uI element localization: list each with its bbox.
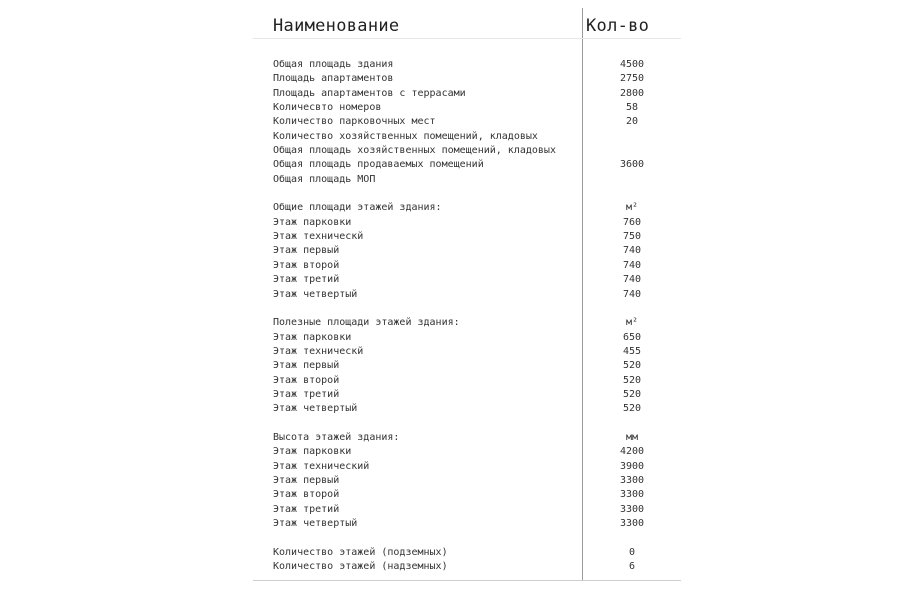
row-name: Этаж парковки	[273, 446, 352, 458]
row-qty: 4200	[619, 446, 645, 458]
table-row	[253, 244, 681, 258]
row-name: Этаж парковки	[273, 331, 352, 343]
row-qty: 3900	[619, 460, 645, 472]
row-name: Количество этажей (подземных)	[273, 546, 448, 558]
row-name: Этаж четвертый	[273, 288, 358, 300]
row-qty: 520	[622, 403, 642, 415]
table-row	[253, 87, 681, 101]
spec-table	[253, 8, 681, 581]
row-qty: 6	[628, 561, 636, 573]
column-header-qty: Кол-во	[586, 16, 650, 36]
row-name: Этаж четвертый	[273, 518, 358, 529]
table-row	[253, 517, 681, 531]
row-name: Этаж первый	[273, 360, 340, 372]
row-qty: 3300	[619, 518, 645, 529]
table-row	[253, 474, 681, 488]
row-qty: 750	[622, 231, 642, 243]
row-qty: м²	[625, 317, 639, 329]
row-name: Этаж четвертый	[273, 403, 358, 415]
table-row	[253, 72, 681, 86]
row-name: Этаж первый	[273, 245, 340, 257]
table-rows	[253, 58, 681, 574]
row-qty: 20	[625, 116, 639, 128]
table-row	[253, 216, 681, 230]
table-row	[253, 316, 681, 330]
table-row	[253, 431, 681, 445]
table-row	[253, 345, 681, 359]
table-row	[253, 259, 681, 273]
row-qty: 650	[622, 331, 642, 343]
row-qty: 520	[622, 374, 642, 386]
row-name: Общая площадь продаваемых помещений	[273, 159, 484, 171]
table-row	[253, 560, 681, 574]
row-qty: 455	[622, 345, 642, 357]
table-row	[253, 288, 681, 302]
table-row	[253, 374, 681, 388]
row-name: Этаж второй	[273, 374, 340, 386]
row-name: Этаж парковки	[273, 216, 352, 228]
table-row	[253, 144, 681, 158]
row-name: Этаж второй	[273, 259, 340, 271]
row-qty: 2750	[619, 73, 645, 85]
row-qty: 58	[625, 102, 639, 114]
row-name: Полезные площади этажей здания:	[273, 317, 460, 329]
table-row	[253, 158, 681, 172]
row-qty: 760	[622, 216, 642, 228]
row-name: Количество этажей (надземных)	[273, 561, 448, 573]
row-qty: 2800	[619, 87, 645, 99]
table-row	[253, 201, 681, 215]
row-name: Площадь апартаментов	[273, 73, 394, 85]
row-name: Этаж технический	[273, 460, 370, 472]
row-qty: 520	[622, 388, 642, 400]
table-row	[253, 58, 681, 72]
row-name: Количество хозяйственных помещений, кладовых	[273, 130, 538, 142]
table-row	[253, 531, 681, 545]
table-row	[253, 115, 681, 129]
table-row	[253, 402, 681, 416]
row-qty: 740	[622, 259, 642, 271]
row-qty: 520	[622, 360, 642, 372]
row-name: Общая площадь МОП	[273, 173, 376, 185]
row-name: Этаж первый	[273, 474, 340, 486]
table-row	[253, 503, 681, 517]
row-qty: 3300	[619, 474, 645, 486]
table-row	[253, 130, 681, 144]
row-qty: мм	[625, 431, 639, 443]
row-name: Общая площадь здания	[273, 59, 394, 70]
row-name: Этаж техническй	[273, 345, 364, 357]
row-name: Количество парковочных мест	[273, 116, 436, 128]
table-row	[253, 302, 681, 316]
table-row	[253, 417, 681, 431]
row-qty: 3600	[619, 159, 645, 171]
table-row	[253, 359, 681, 373]
table-row	[253, 388, 681, 402]
row-name: Количесвто номеров	[273, 102, 382, 114]
table-row	[253, 173, 681, 187]
row-name: Общие площади этажей здания:	[273, 202, 442, 214]
table-row	[253, 460, 681, 474]
row-name: Этаж техническй	[273, 231, 364, 243]
table-row	[253, 445, 681, 459]
row-qty: 740	[622, 288, 642, 300]
row-qty: 3300	[619, 489, 645, 501]
row-name: Площадь апартаментов с террасами	[273, 87, 466, 99]
table-row	[253, 331, 681, 345]
header-separator	[253, 38, 681, 39]
row-qty: 740	[622, 245, 642, 257]
row-qty: 3300	[619, 503, 645, 515]
table-row	[253, 546, 681, 560]
row-qty: 740	[622, 274, 642, 286]
row-qty: м²	[625, 202, 639, 214]
table-row	[253, 273, 681, 287]
row-name: Этаж третий	[273, 503, 340, 515]
row-name: Этаж третий	[273, 274, 340, 286]
table-row	[253, 187, 681, 201]
row-name: Высота этажей здания:	[273, 431, 400, 443]
row-name: Общая площадь хозяйственных помещений, кладовых	[273, 145, 556, 157]
table-row	[253, 230, 681, 244]
table-row	[253, 488, 681, 502]
row-name: Этаж третий	[273, 388, 340, 400]
column-header-name: Наименование	[273, 16, 400, 36]
table-row	[253, 101, 681, 115]
row-qty: 0	[628, 546, 636, 558]
row-name: Этаж второй	[273, 489, 340, 501]
row-qty: 4500	[619, 59, 645, 70]
